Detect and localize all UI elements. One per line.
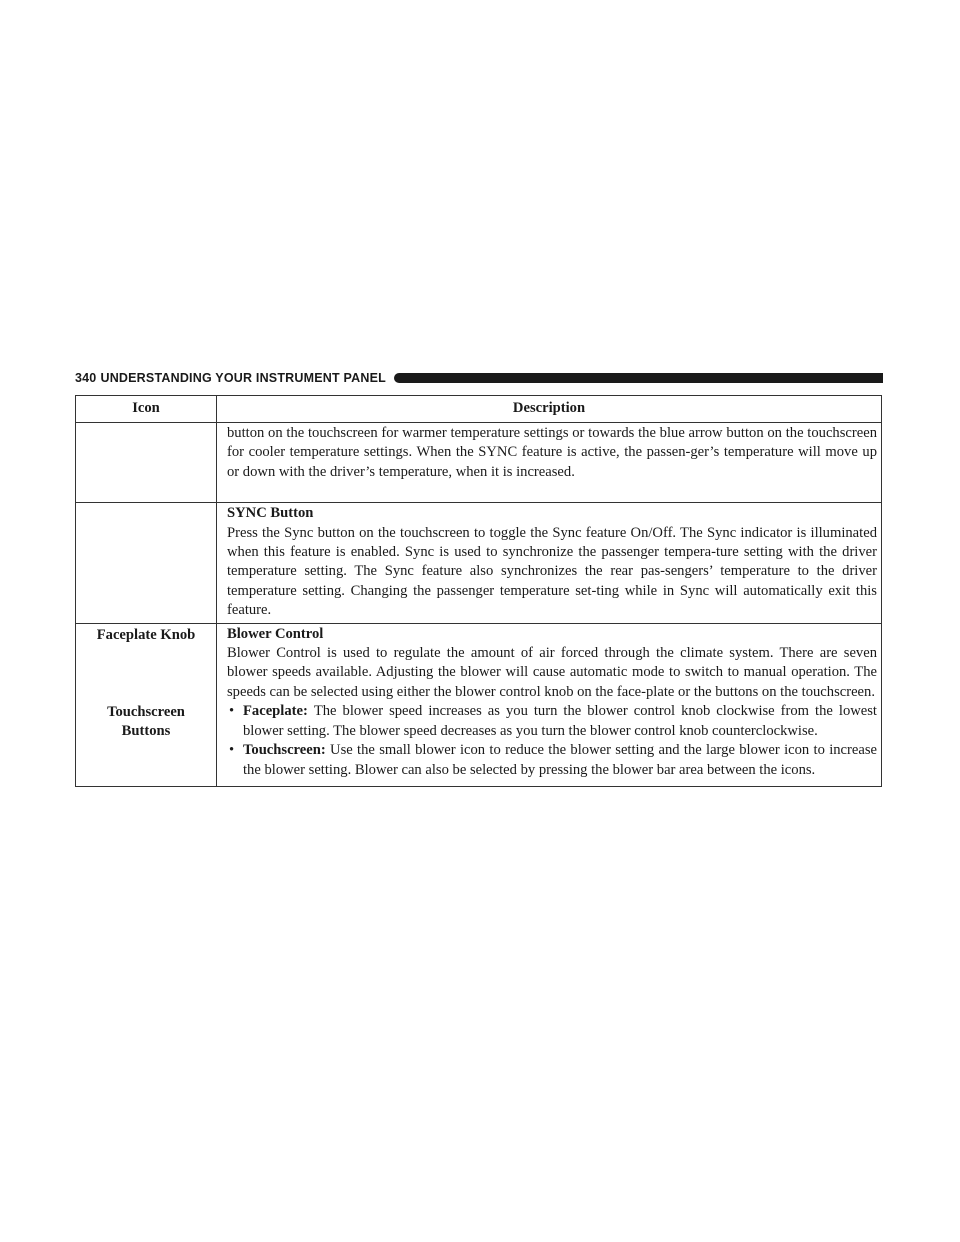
page-number: 340 [75,371,97,385]
bullet-text: Use the small blower icon to reduce the blower setting and the large blower icon to increase the blower setting. Blower can also be selected by pressing the blower bar area between the icons. [243,742,877,778]
description-text: button on the touchscreen for warmer temperature settings or towards the blue arrow button on the touchscreen for cooler temperature settings. When the SYNC feature is active, the passen-ger’s temperature will move up or down with the driver’s temperature, when it is increased. [227,425,877,480]
table-row [76,623,882,786]
table-row [76,423,882,503]
row-title: Blower Control [227,625,324,642]
page-header [75,370,883,386]
icon-cell [76,623,217,786]
table-header-row [76,396,882,423]
list-item [227,741,877,780]
icon-description-table [75,395,882,787]
column-header-description: Description [217,396,882,423]
icon-label-faceplate-knob: Faceplate Knob [96,626,196,643]
bullet-icon: • [229,742,235,759]
bullet-text: The blower speed increases as you turn the blower control knob clockwise from the lowest blower setting. The blower speed decreases as you turn the blower control knob counterclockwise. [243,703,877,739]
icon-cell-empty [76,503,217,623]
icon-label-touchscreen-buttons: Touchscreen Buttons [107,704,185,740]
header-rule-bar [394,373,883,383]
row-title: SYNC Button [227,505,314,522]
bullet-icon: • [229,703,235,720]
description-cell [217,423,882,503]
section-title: UNDERSTANDING YOUR INSTRUMENT PANEL [100,371,386,385]
icon-cell-empty [76,423,217,503]
description-cell [217,503,882,623]
bullet-term: Touchscreen: [243,742,331,759]
bullet-list [227,702,877,780]
table-row [76,503,882,623]
bullet-term: Faceplate: [243,703,314,720]
description-text: Press the Sync button on the touchscreen to toggle the Sync feature On/Off. The Sync indicator is illuminated when this feature is enabled. Sync is used to synchronize the passenger tempera-ture setting with the driver temperature setting. The Sync feature also synchronizes the rear pas-sengers’ temperature to the driver temperature setting. Changing the passenger temperature set-ting while in Sync will automatically exit this feature. [227,524,877,619]
description-text: Blower Control is used to regulate the amount of air forced through the climate system. There are seven blower speeds available. Adjusting the blower will cause automatic mode to switch to manual operation. The speeds can be selected using either the blower control knob on the face-plate or the buttons on the touchscreen. [227,645,877,700]
description-cell [217,623,882,786]
list-item [227,702,877,741]
column-header-icon: Icon [76,396,217,423]
